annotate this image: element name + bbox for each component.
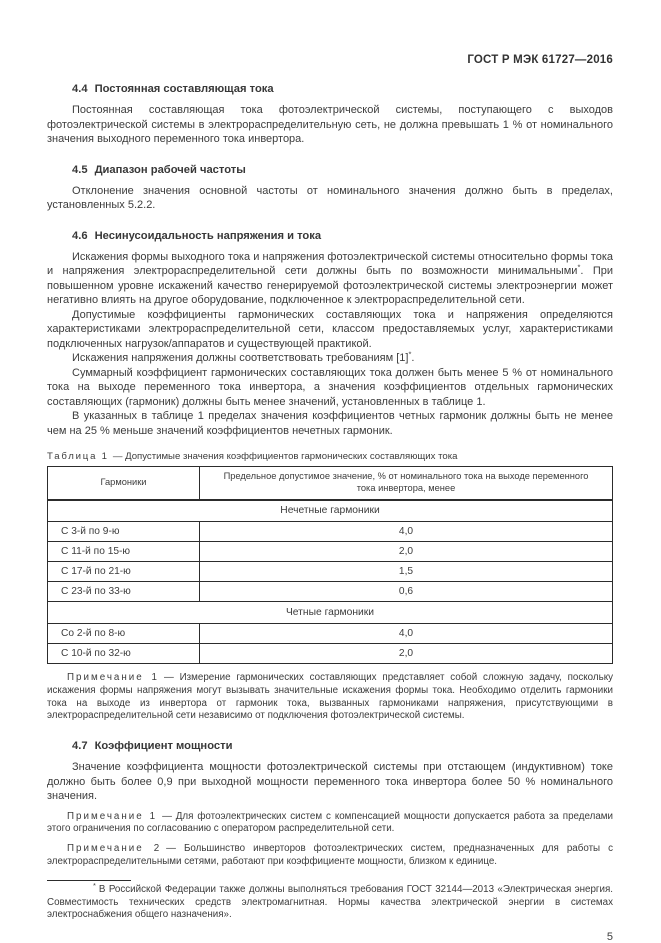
table-row (48, 562, 613, 582)
paragraph: Значение коэффициента мощности фотоэлектрической системы при отстающем (индуктивном) токе должно быть более 0,9 при выходной мощности переменного тока инвертора более 50 % номинального значения. (47, 761, 613, 803)
section-title: Диапазон рабочей частоты (94, 163, 246, 176)
section-title: Постоянная составляющая тока (94, 83, 274, 95)
note-label: Примечание 1 (67, 672, 159, 683)
section-number: 4.6 (72, 229, 88, 242)
section-heading-4-5 (72, 164, 613, 176)
cell-harmonics-range: С 11-й по 15-ю (48, 542, 200, 562)
page-number: 5 (606, 931, 613, 943)
section-title: Коэффициент мощности (94, 740, 233, 753)
note-label: Примечание 2 (67, 843, 162, 855)
section-number: 4.4 (72, 83, 88, 95)
running-header (47, 0, 613, 66)
note-text: — Для фотоэлектрических систем с компенсацией мощности допускается работа за пределами этого ограничения по согласованию с оператором распределительной сети. (47, 810, 613, 835)
footnote-text: В Российской Федерации также должны выполняться требования ГОСТ 32144—2013 «Электрическая энергия. Совместимость технических средств электромагнитная. Нормы качества электрической энергии в системах электроснабжения общего назначения». (47, 883, 613, 921)
footnote-rule (47, 880, 131, 881)
table-row (48, 624, 613, 644)
cell-harmonics-range: С 23-й по 33-ю (48, 582, 200, 602)
table-row (48, 582, 613, 602)
paragraph-text: Искажения формы выходного тока и напряжения фотоэлектрической системы относительно формы тока и напряжения электрораспределительной сети должны быть по возможности минимальными (47, 250, 613, 277)
cell-limit-value: 4,0 (200, 624, 613, 644)
footnote-marker: * (93, 880, 96, 890)
cell-limit-value: 0,6 (200, 582, 613, 602)
section-number: 4.5 (72, 163, 88, 176)
paragraph: Отклонение значения основной частоты от номинального значения должно быть в пределах, установленных 5.2.2. (47, 184, 613, 211)
paragraph-text: . (411, 352, 415, 364)
document-number: ГОСТ Р МЭК 61727—2016 (467, 54, 613, 66)
cell-limit-value: 2,0 (200, 644, 613, 664)
paragraph-text: . При повышенном уровне искажений качество генерируемой фотоэлектрической системы электроэнергии может негативно влиять на другое оборудование, подключенное к электрораспределительной сети. (47, 265, 613, 306)
column-header-harmonics: Гармоники (48, 467, 200, 500)
cell-limit-value: 1,5 (200, 562, 613, 582)
table-header-row (48, 467, 613, 500)
section-title: Несинусоидальность напряжения и тока (94, 229, 322, 242)
section-heading-4-7 (72, 740, 613, 752)
table-caption (47, 451, 613, 462)
section-number: 4.7 (72, 740, 88, 753)
group-label: Нечетные гармоники (48, 500, 613, 522)
note-text: — Измерение гармонических составляющих представляет собой сложную задачу, поскольку искажения формы напряжения могут вызывать значительные искажения формы тока. Необходимо отделить гармоники тока на выходе из инвертора от гармоник тока, вызванных гармониками напряжения, присутствующими в электрораспределительной сети независимо от подключения фотоэлектрической системы. (47, 672, 613, 722)
paragraph (47, 250, 613, 308)
paragraph (47, 351, 613, 366)
table-row (48, 522, 613, 542)
note-label: Примечание 1 (67, 810, 158, 822)
footnote (47, 880, 613, 922)
table-caption-label: Таблица 1 (47, 451, 109, 462)
table-row (48, 542, 613, 562)
footnote-marker: * (408, 349, 412, 359)
table-group-row-odd (48, 500, 613, 522)
paragraph: Суммарный коэффициент гармонических составляющих тока должен быть менее 5 % от номинального тока на выходе переменного тока инвертора, а значения коэффициентов отдельных гармонических составляющих (гармоник) должны быть менее значений, установленных в таблице 1. (47, 366, 613, 408)
cell-limit-value: 2,0 (200, 542, 613, 562)
paragraph: В указанных в таблице 1 пределах значения коэффициентов четных гармоник должны быть не менее чем на 25 % меньше значений коэффициентов нечетных гармоник. (47, 410, 613, 437)
note-2 (47, 843, 613, 869)
table-note (47, 672, 613, 723)
paragraph: Допустимые коэффициенты гармонических составляющих тока и напряжения определяются характеристиками электрораспределительной сети, классом предоставляемых услуг, характеристиками подключенных нагрузок/аппаратов и существующей практикой. (47, 308, 613, 350)
note-text: — Большинство инверторов фотоэлектрических систем, предназначенных для работы с электрораспределительными сетями, работают при коэффициенте мощности, близком к единице. (47, 843, 613, 868)
table-row (48, 644, 613, 664)
cell-harmonics-range: С 10-й по 32-ю (48, 644, 200, 664)
column-header-limit: Предельное допустимое значение, % от номинального тока на выходе переменного тока инвертора, менее (200, 467, 613, 500)
paragraph: Постоянная составляющая тока фотоэлектрической системы, поступающего с выходов фотоэлектрической системы в электрораспределительную сеть, не должна превышать 1 % от номинального значения выходного переменного тока инвертора. (47, 104, 613, 145)
cell-harmonics-range: С 3-й по 9-ю (48, 522, 200, 542)
harmonics-table (47, 466, 613, 664)
section-heading-4-6 (72, 230, 613, 242)
cell-limit-value: 4,0 (200, 522, 613, 542)
table-caption-text: — Допустимые значения коэффициентов гармонических составляющих тока (112, 451, 458, 462)
cell-harmonics-range: С 17-й по 21-ю (48, 562, 200, 582)
table-group-row-even (48, 602, 613, 624)
paragraph-text: Искажения напряжения должны соответствовать требованиям [1] (72, 352, 409, 364)
group-label: Четные гармоники (48, 602, 613, 624)
footnote-marker: * (577, 262, 581, 272)
section-heading-4-4 (72, 83, 613, 95)
note-1 (47, 811, 613, 837)
cell-harmonics-range: Со 2-й по 8-ю (48, 624, 200, 644)
